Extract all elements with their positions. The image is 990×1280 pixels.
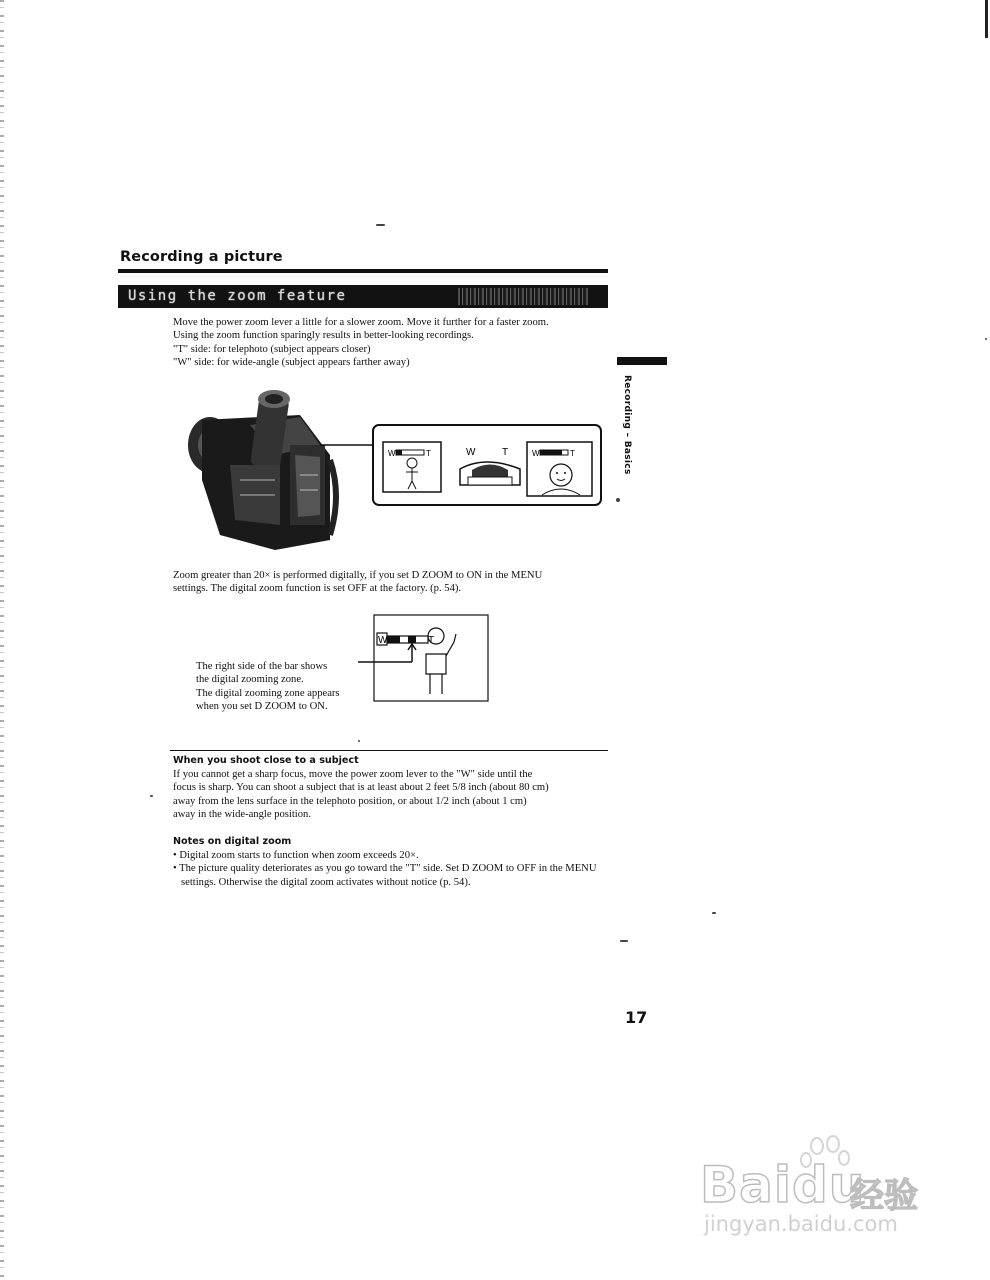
scan-edge-artifact — [0, 0, 4, 1280]
scan-speck — [150, 795, 153, 797]
scan-speck — [985, 338, 987, 340]
scan-speck — [358, 740, 360, 742]
section-title: Recording a picture — [120, 249, 283, 265]
tele-view-panel — [527, 442, 592, 496]
digital-zone-callout — [196, 660, 371, 714]
intro-line: Using the zoom function sparingly results in better-looking recordings. — [173, 330, 474, 342]
scan-speck — [620, 940, 628, 942]
zoom-bar-w-label: W — [532, 449, 540, 458]
digital-zoom-line: Zoom greater than 20× is performed digitally, if you set D ZOOM to ON in the MENU — [173, 570, 543, 581]
zoom-bar-t-label: T — [428, 635, 435, 646]
intro-paragraph — [173, 316, 613, 370]
callout-line: the digital zooming zone. — [196, 674, 304, 686]
camcorder-zoom-figure — [180, 385, 605, 555]
note-item: • The picture quality deteriorates as you go toward the "T" side. Set D ZOOM to OFF in the MENU settings. Otherwise the digital zoom activates without notice (p. 54). — [173, 863, 597, 888]
zoom-bar-fill — [396, 450, 402, 455]
scan-edge-mark — [985, 0, 988, 38]
banner-title: Using the zoom feature — [128, 288, 347, 304]
zoom-bar-fill — [388, 636, 400, 643]
close-subject-line: focus is sharp. You can shoot a subject that is at least about 2 feet 5/8 inch (about 80 cm) — [173, 782, 549, 794]
callout-line: The digital zooming zone appears — [196, 687, 340, 699]
notes-heading: Notes on digital zoom — [173, 836, 292, 847]
lever-t-label: T — [502, 447, 509, 458]
zoom-bar-w-label: W — [378, 635, 388, 646]
zoom-bar-t-label: T — [426, 449, 431, 458]
intro-line: "W" side: for wide-angle (subject appears farther away) — [173, 357, 410, 369]
scan-speck — [376, 224, 385, 226]
side-tab-bar — [617, 357, 667, 365]
notes-list — [173, 849, 613, 889]
intro-line: "T" side: for telephoto (subject appears closer) — [173, 343, 371, 355]
page-number: 17 — [625, 1008, 648, 1027]
section-divider — [170, 750, 608, 751]
watermark-brand: Baidu — [700, 1156, 866, 1214]
scan-speck — [616, 498, 620, 502]
section-banner — [118, 285, 608, 308]
wide-view-panel — [383, 442, 441, 492]
watermark-cn: 经验 — [850, 1176, 918, 1216]
zoom-bar-t-label: T — [570, 449, 575, 458]
note-item: • Digital zoom starts to function when zoom exceeds 20×. — [173, 850, 419, 861]
digital-zone-marker — [408, 636, 416, 643]
close-subject-line: away from the lens surface in the telephoto position, or about 1/2 inch (about 1 cm) — [173, 795, 527, 807]
zoom-bar-w-label: W — [388, 449, 396, 458]
viewfinder-frame — [374, 615, 488, 701]
title-rule — [118, 269, 608, 273]
callout-line: The right side of the bar shows — [196, 661, 328, 672]
side-tab-label: Recording – Basics — [622, 375, 632, 475]
zoom-bar-fill — [540, 450, 562, 455]
digital-zoom-paragraph — [173, 569, 613, 596]
baidu-jingyan-watermark — [700, 1132, 940, 1242]
close-subject-line: If you cannot get a sharp focus, move the power zoom lever to the "W" side until the — [173, 769, 533, 780]
digital-zoom-figure — [350, 612, 492, 707]
scan-speck — [712, 912, 716, 914]
close-subject-heading: When you shoot close to a subject — [173, 755, 359, 766]
watermark-url: jingyan.baidu.com — [704, 1212, 898, 1236]
lever-w-label: W — [466, 447, 476, 458]
camcorder-illustration — [188, 390, 336, 550]
close-subject-line: away in the wide-angle position. — [173, 809, 311, 821]
close-subject-paragraph — [173, 768, 613, 822]
callout-line: when you set D ZOOM to ON. — [196, 701, 328, 713]
banner-scan-noise — [458, 288, 588, 305]
digital-zoom-line: settings. The digital zoom function is set OFF at the factory. (p. 54). — [173, 583, 462, 595]
intro-line: Move the power zoom lever a little for a slower zoom. Move it further for a faster zoom. — [173, 317, 549, 328]
